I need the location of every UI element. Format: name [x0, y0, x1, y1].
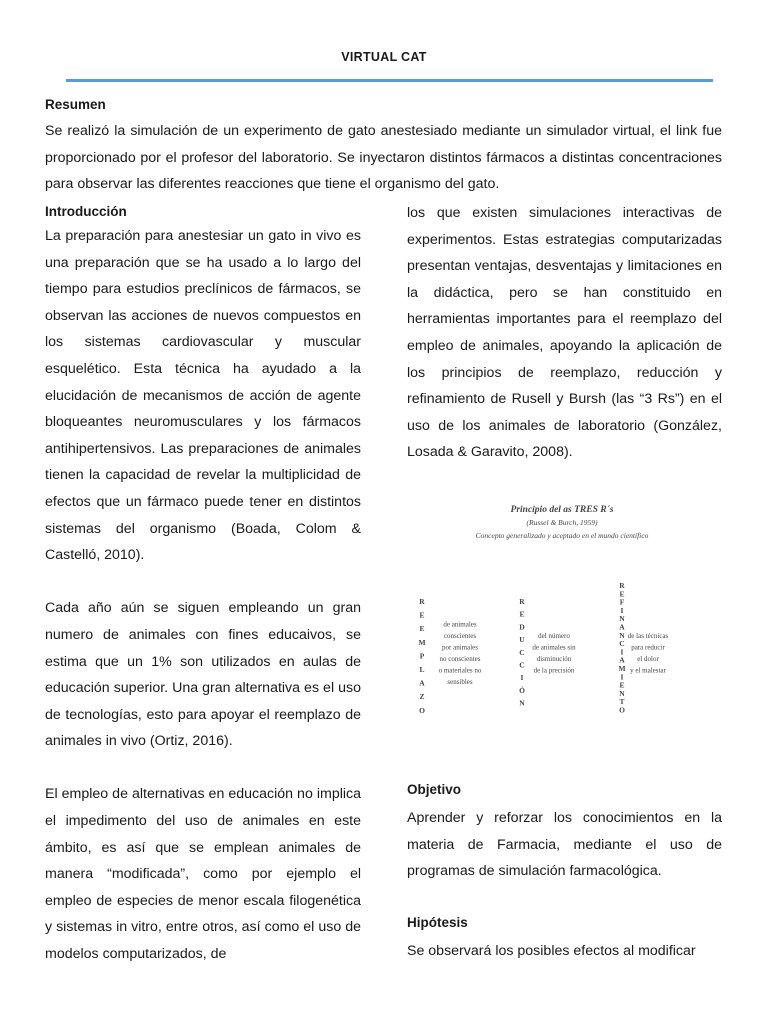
intro-paragraph-3: El empleo de alternativas en educación no implica el impedimento del uso de animales en este ámbito, es así que se emplean animales de manera “modificada”, como por ejemplo el empleo de especies de menor escala filogenética y sistemas in vitro, entre otros, así como el uso de modelos computarizados, de	[45, 786, 361, 963]
vertical-letter: N	[519, 698, 525, 708]
vertical-letter: E	[619, 680, 625, 690]
vertical-letter: I	[520, 673, 524, 683]
intro-paragraph-4: los que existen simulaciones interactivas de experimentos. Estas estrategias computarizadas presentan ventajas, desventajas y limitaciones en la didáctica, pero se han constituido en herramientas importantes para el reemplazo del empleo de animales, apoyando la aplicación de los principios de reemplazo, reducción y refinamiento de Rusell y Bursh (las “3 Rs”) en el uso de los animales de laboratorio (González, Losada & Garavito, 2008).	[407, 205, 722, 461]
title-divider	[66, 79, 713, 82]
hipotesis-text: Se observará los posibles efectos al modificar	[407, 943, 696, 959]
vertical-letter: F	[619, 597, 625, 607]
resumen-section	[45, 92, 722, 198]
vertical-letter: R	[619, 581, 625, 590]
vertical-letter: R	[519, 597, 525, 606]
figure-text-line: conscientes	[443, 631, 477, 640]
resumen-text: Se realizó la simulación de un experimento de gato anestesiado mediante un simulador virtual, el link fue proporcionado por el profesor del laboratorio. Se inyectaron distintos fármacos a distintas concentraciones para observar las diferentes reacciones que tiene el organismo del gato.	[45, 123, 722, 193]
figure-text-line: de la precisión	[533, 666, 575, 675]
figure-subtitle: (Russel & Burch, 1959)	[526, 518, 598, 527]
figure-text-line: el dolor	[637, 654, 659, 663]
vertical-letter: A	[619, 655, 625, 665]
objetivo-section	[407, 779, 722, 885]
vertical-letter: O	[419, 705, 425, 715]
right-column	[407, 200, 722, 466]
figure-text-line: o materiales no	[438, 666, 482, 675]
objetivo-heading: Objetivo	[407, 782, 462, 797]
vertical-letter: N	[619, 614, 625, 624]
objetivo-text: Aprender y reforzar los conocimientos en la materia de Farmacia, mediante el uso de programas de simulación farmacológica.	[407, 810, 722, 880]
vertical-letter: C	[519, 660, 525, 670]
figure-text-line: por animales	[442, 643, 478, 652]
document-title: VIRTUAL CAT	[341, 50, 427, 64]
vertical-letter: C	[619, 639, 625, 649]
vertical-letter: P	[419, 651, 425, 661]
vertical-letter: T	[619, 697, 625, 707]
left-column	[45, 201, 361, 968]
vertical-letter: L	[419, 665, 425, 674]
vertical-letter: I	[620, 647, 624, 657]
resumen-heading: Resumen	[45, 97, 106, 112]
vertical-letter: M	[418, 637, 426, 647]
vertical-letter: A	[419, 678, 425, 688]
vertical-letter: M	[618, 664, 626, 673]
intro-paragraph-1: La preparación para anestesiar un gato in vivo es una preparación que se ha usado a lo largo del tiempo para estudios preclínicos de fármacos, se observan las acciones de nuevos compuestos en los sistemas cardiovascular y muscular esquelético. Esta técnica ha ayudado a la elucidación de mecanismos de acción de agente bloqueantes neuromusculares y los fármacos antihipertensivos. Las preparaciones de animales tienen la capacidad de revelar la multiplicidad de efectos que un fármaco puede tener en distintos sistemas del organismo (Boada, Colom & Castelló, 2010).	[45, 228, 361, 564]
vertical-letter: Z	[419, 692, 425, 702]
vertical-letter: E	[519, 609, 525, 619]
vertical-letter: O	[619, 705, 625, 715]
hipotesis-section	[407, 912, 722, 965]
vertical-letter: I	[620, 605, 624, 615]
figure-text-line: de las técnicas	[627, 631, 669, 640]
vertical-letter: A	[619, 622, 625, 632]
figure-text-line: de animales sin	[532, 643, 576, 652]
intro-paragraph-2: Cada año aún se siguen empleando un gran numero de animales con fines educaivos, se estima que un 1% son utilizados en aulas de educación superior. Una gran alternativa es el uso de tecnologías, esto para apoyar el reemplazo de animales in vivo (Ortiz, 2016).	[45, 600, 361, 750]
figure-text-line: del número	[538, 631, 570, 640]
figure-text-line: de animales	[443, 620, 477, 629]
vertical-letter: E	[419, 610, 425, 620]
vertical-letter: U	[519, 635, 525, 645]
vertical-letter: C	[519, 647, 525, 657]
figure-title: Principio del as TRES R´s	[510, 505, 614, 515]
vertical-letter: Ó	[519, 685, 525, 695]
figure-text-line: no conscientes	[439, 654, 481, 663]
vertical-letter: E	[619, 589, 625, 599]
figure-text-line: sensibles	[447, 677, 473, 686]
three-rs-figure	[412, 500, 712, 730]
figure-text-line: y el malestar	[630, 666, 666, 675]
vertical-letter: N	[619, 630, 625, 640]
vertical-letter: E	[419, 624, 425, 634]
vertical-letter: N	[619, 688, 625, 698]
hipotesis-heading: Hipótesis	[407, 915, 468, 930]
figure-caption: Concepto generalizado y aceptado en el mundo científico	[475, 531, 649, 540]
introduccion-heading: Introducción	[45, 204, 127, 219]
vertical-letter: I	[620, 672, 624, 682]
figure-columns	[418, 581, 668, 715]
vertical-letter: R	[419, 597, 425, 606]
figure-text-line: para reducir	[631, 643, 665, 652]
figure-text-line: disminución	[536, 654, 572, 663]
vertical-letter: D	[519, 622, 525, 632]
